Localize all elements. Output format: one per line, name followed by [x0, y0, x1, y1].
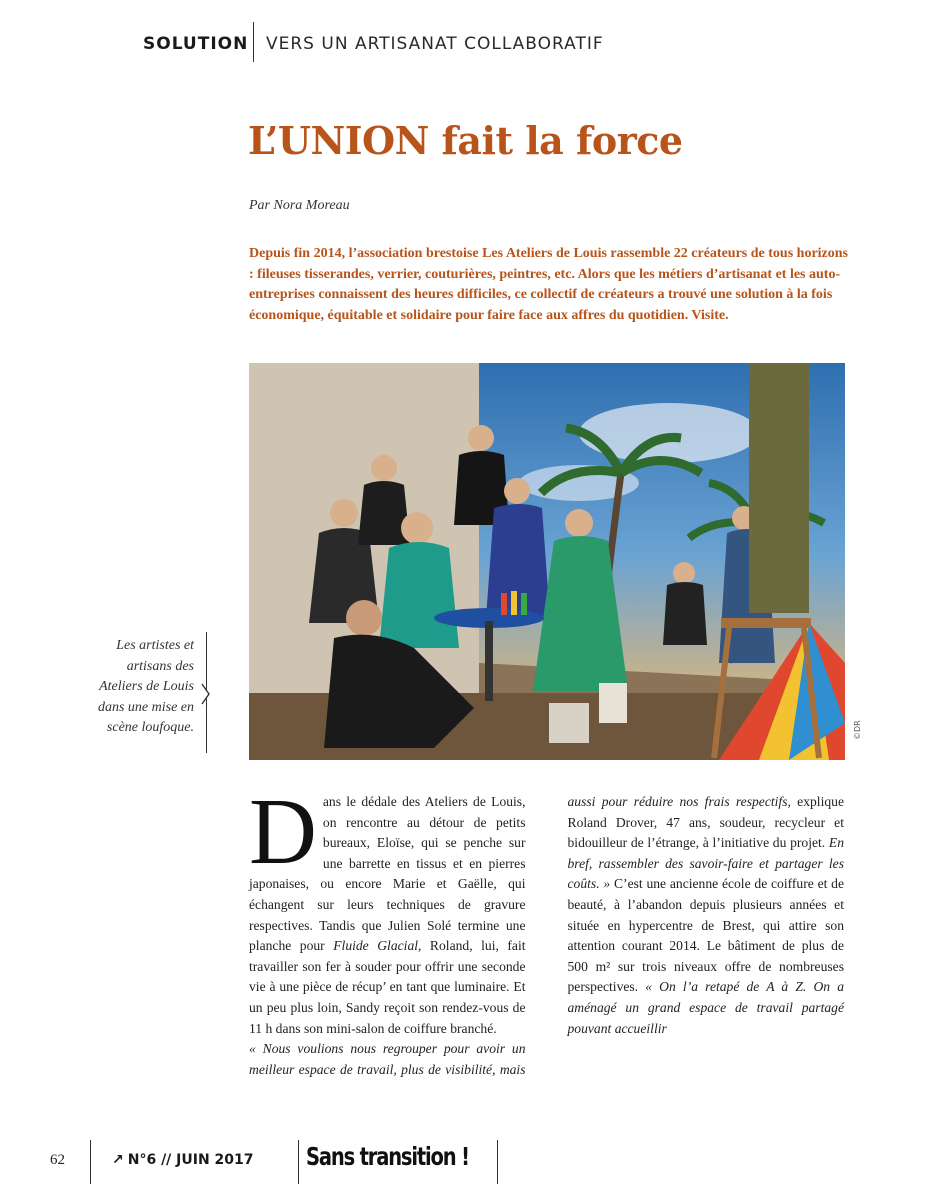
- body-text: , Roland, lui, fait travailler son fer à souder pour offrir une seconde vie à une pièce de récup’ en tant que luminaire. Et un peu plus loin, Sandy reçoit son rendez-vous de 11 h dans son mini-salon de coiffure branché.: [249, 938, 526, 1036]
- chevron-right-icon: [201, 682, 210, 706]
- magazine-name: Fluide Glacial: [333, 938, 419, 954]
- photo-caption: Les artistes et artisans des Ateliers de Louis dans une mise en scène loufoque.: [97, 638, 194, 735]
- magazine-logo: Sans transition !: [306, 1142, 469, 1171]
- page-footer: [0, 1140, 934, 1200]
- section-subtitle: VERS UN ARTISANAT COLLABORATIF: [266, 34, 604, 54]
- section-label: SOLUTION: [143, 34, 249, 54]
- body-paragraph: [249, 780, 526, 1039]
- issue-label: [112, 1152, 254, 1168]
- body-text: ans le dédale des Ateliers de Louis, on rencontre au détour de petits bureaux, Eloïse, qui se penche sur une barrette en tissus et en pierres japonaises, ou encore Marie et Gaëlle, qui échangent sur leurs techniques de gravure respectives. Tandis que Julien Solé termine une planche pour: [249, 794, 526, 954]
- article-body: [249, 780, 845, 1122]
- article-title: L’UNION fait la force: [248, 118, 683, 163]
- article-byline: Par Nora Moreau: [249, 198, 350, 213]
- article-lead: Depuis fin 2014, l’association brestoise Les Ateliers de Louis rassemble 22 créateurs de tous horizons : fileuses tisserandes, verrier, couturières, peintres, etc. Alors que les métiers d’artisanat et les auto-entreprises connaissent des heures difficiles, ce collectif de créateurs a trouvé une solution à la fois économique, équitable et solidaire pour faire face aux affres du quotidien. Visite.: [249, 246, 848, 323]
- group-photo: [249, 363, 845, 760]
- north-east-arrow-icon: ↗: [112, 1152, 124, 1168]
- group-photo-illustration: [249, 363, 845, 760]
- footer-divider: [298, 1140, 299, 1184]
- quote-text: « Nous voulions nous regrouper pour avoir un meilleur espace de travail, plus de visibilité, mais aussi pour réduire nos frais respectifs,: [249, 794, 791, 1077]
- body-text: C’est une ancienne école de coiffure et de beauté, à l’abandon depuis plusieurs années et située en hypercentre de Brest, qui attire son attention courant 2014. Le bâtiment de plus de 500 m² sur trois niveaux offre de nombreuses perspectives.: [567, 876, 844, 995]
- quote-text: « On l’a retapé de A à Z. On a aménagé un grand espace de travail partagé pouvant accueillir: [567, 979, 845, 1036]
- page-number: 62: [50, 1152, 65, 1168]
- body-text: explique Roland Drover, 47 ans, soudeur, recycleur et bidouilleur de l’étrange, à l’initiative du projet.: [567, 794, 844, 851]
- issue-text: N°6 // JUIN 2017: [127, 1152, 254, 1168]
- quote-text: En bref, rassembler des savoir-faire et partager les coûts. »: [567, 835, 844, 892]
- header-divider: [253, 22, 254, 62]
- footer-divider: [90, 1140, 91, 1184]
- page-header: [0, 22, 934, 62]
- footer-divider: [497, 1140, 498, 1184]
- photo-credit: ©DR: [853, 720, 862, 740]
- drop-cap: D: [249, 780, 317, 884]
